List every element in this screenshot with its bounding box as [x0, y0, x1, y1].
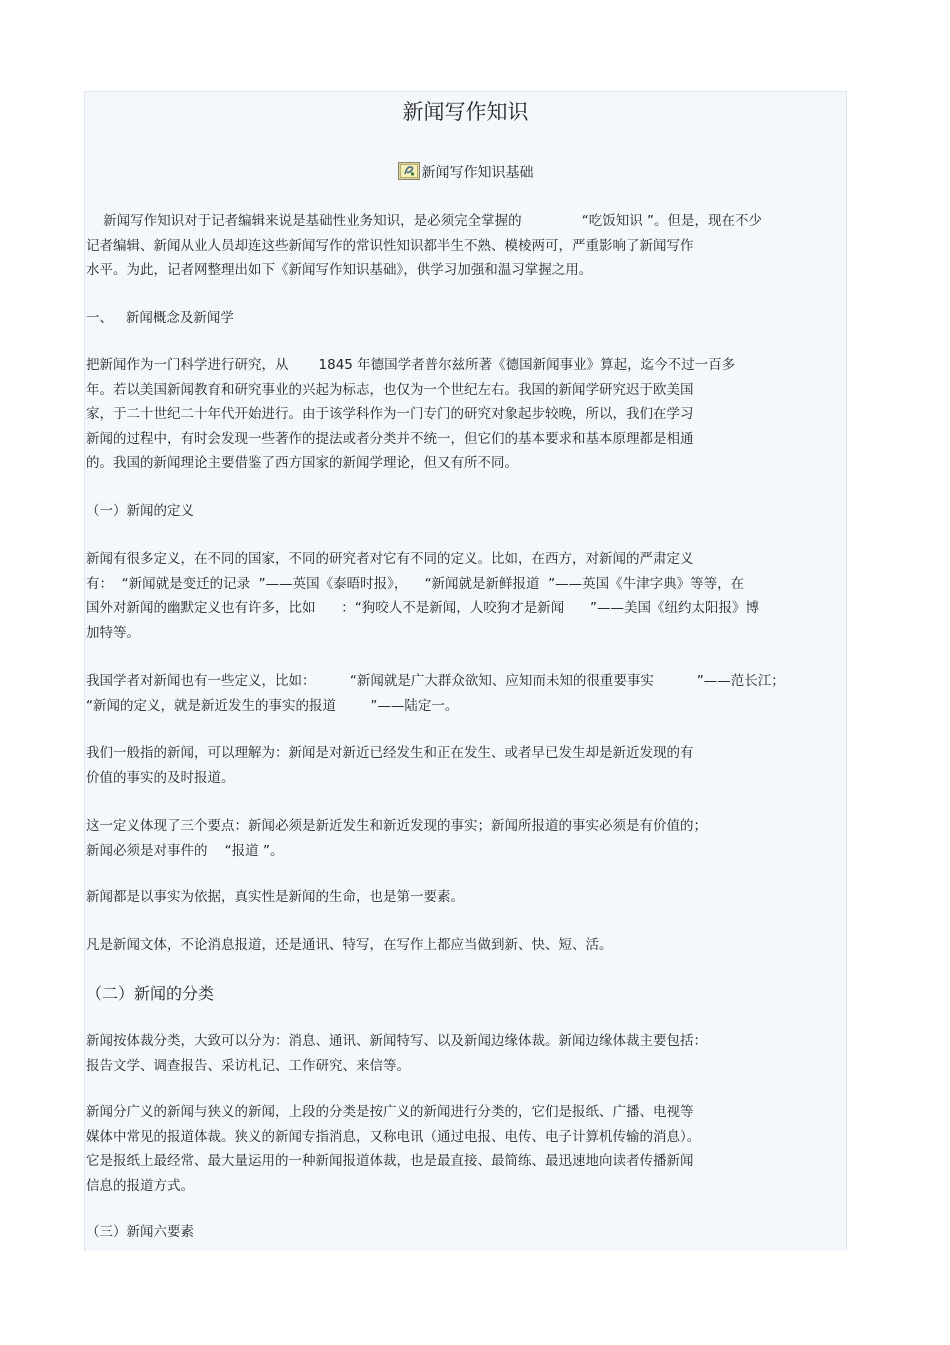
key-points-line: 新闻必须是对事件的 “报道 ”。	[86, 842, 284, 859]
subsection-heading: （一）新闻的定义	[86, 503, 194, 519]
section1-line: 年。若以美国新闻教育和研究事业的兴起为标志，也仅为一个世纪左右。我国的新闻学研究迟于欧美国	[86, 381, 694, 398]
intro-line: 新闻写作知识对于记者编辑来说是基础性业务知识，是必须完全掌握的 “吃饭知识 ”。但是，现在不少	[86, 213, 763, 229]
subtitle	[84, 161, 847, 185]
definition-line: 加特等。	[86, 624, 140, 641]
subsection-heading: （三）新闻六要素	[86, 1224, 194, 1240]
broad-narrow-line: 它是报纸上最经常、最大量运用的一种新闻报道体裁，也是最直接、最简练、最迅速地向读者传播新闻	[86, 1153, 694, 1169]
section-heading: 一、 新闻概念及新闻学	[86, 310, 234, 326]
document-link-icon[interactable]	[398, 162, 420, 180]
key-points-paragraph	[86, 814, 836, 863]
broad-narrow-paragraph	[86, 1100, 836, 1198]
section1-line: 新闻的过程中，有时会发现一些著作的提法或者分类并不统一，但它们的基本要求和基本原理都是相通	[86, 430, 694, 447]
general-line: 我们一般指的新闻，可以理解为：新闻是对新近已经发生和正在发生、或者早已发生却是新近发现的有	[86, 745, 694, 761]
cn-definition-paragraph	[86, 669, 836, 718]
key-points-line: 这一定义体现了三个要点：新闻必须是新近发生和新近发现的事实；新闻所报道的事实必须是有价值的；	[86, 818, 707, 834]
section1-line: 家，于二十世纪二十年代开始进行。由于该学科作为一门专门的研究对象起步较晚，所以，我们在学习	[86, 406, 694, 422]
broad-narrow-line: 媒体中常见的报道体裁。狭义的新闻专指消息，又称电讯（通过电报、电传、电子计算机传输的消息）。	[86, 1128, 701, 1145]
intro-line: 水平。为此，记者网整理出如下《新闻写作知识基础》，供学习加强和温习掌握之用。	[86, 262, 593, 278]
classification-line: 报告文学、调查报告、采访札记、工作研究、来信等。	[86, 1057, 410, 1074]
general-definition-paragraph	[86, 741, 836, 790]
subtitle-text: 新闻写作知识基础	[421, 165, 534, 181]
truth-paragraph: 新闻都是以事实为依据，真实性是新闻的生命，也是第一要素。	[86, 889, 464, 905]
definition-line: 新闻有很多定义，在不同的国家，不同的研究者对它有不同的定义。比如，在西方，对新闻的严肃定义	[86, 551, 694, 567]
section1-paragraph	[86, 353, 836, 476]
definition-line: 有： “新闻就是变迁的记录 ”——英国《泰晤时报》， “新闻就是新鲜报道 ”——英国《牛津字典》等等，在	[86, 575, 745, 592]
section1-line: 的。我国的新闻理论主要借鉴了西方国家的新闻学理论，但又有所不同。	[86, 455, 518, 471]
classification-line: 新闻按体裁分类，大致可以分为：消息、通讯、新闻特写、以及新闻边缘体裁。新闻边缘体裁主要包括：	[86, 1033, 707, 1049]
style-paragraph: 凡是新闻文体，不论消息报道，还是通讯、特写，在写作上都应当做到新、快、短、活。	[86, 937, 613, 953]
general-line: 价值的事实的及时报道。	[86, 769, 235, 786]
definition-paragraph	[86, 547, 836, 645]
subsection-heading-large: （二）新闻的分类	[86, 984, 215, 1003]
classification-paragraph	[86, 1029, 836, 1078]
intro-paragraph	[86, 209, 836, 283]
cn-definition-line: “新闻的定义，就是新近发生的事实的报道 ”——陆定一。	[86, 697, 459, 714]
broad-narrow-line: 新闻分广义的新闻与狭义的新闻，上段的分类是按广义的新闻进行分类的，它们是报纸、广播、电视等	[86, 1104, 694, 1120]
intro-line: 记者编辑、新闻从业人员却连这些新闻写作的常识性知识都半生不熟、模棱两可，严重影响了新闻写作	[86, 237, 694, 254]
cn-definition-line: 我国学者对新闻也有一些定义，比如： “新闻就是广大群众欲知、应知而未知的很重要事实 ”——范长江；	[86, 673, 785, 689]
document-title: 新闻写作知识	[402, 100, 529, 124]
definition-line: 国外对新闻的幽默定义也有许多，比如 ：“狗咬人不是新闻，人咬狗才是新闻 ”——美国《纽约太阳报》博	[86, 600, 759, 616]
broad-narrow-line: 信息的报道方式。	[86, 1177, 194, 1194]
section1-line: 把新闻作为一门科学进行研究，从 1845 年德国学者普尔兹所著《德国新闻事业》算起，迄今不过一百多	[86, 357, 736, 373]
